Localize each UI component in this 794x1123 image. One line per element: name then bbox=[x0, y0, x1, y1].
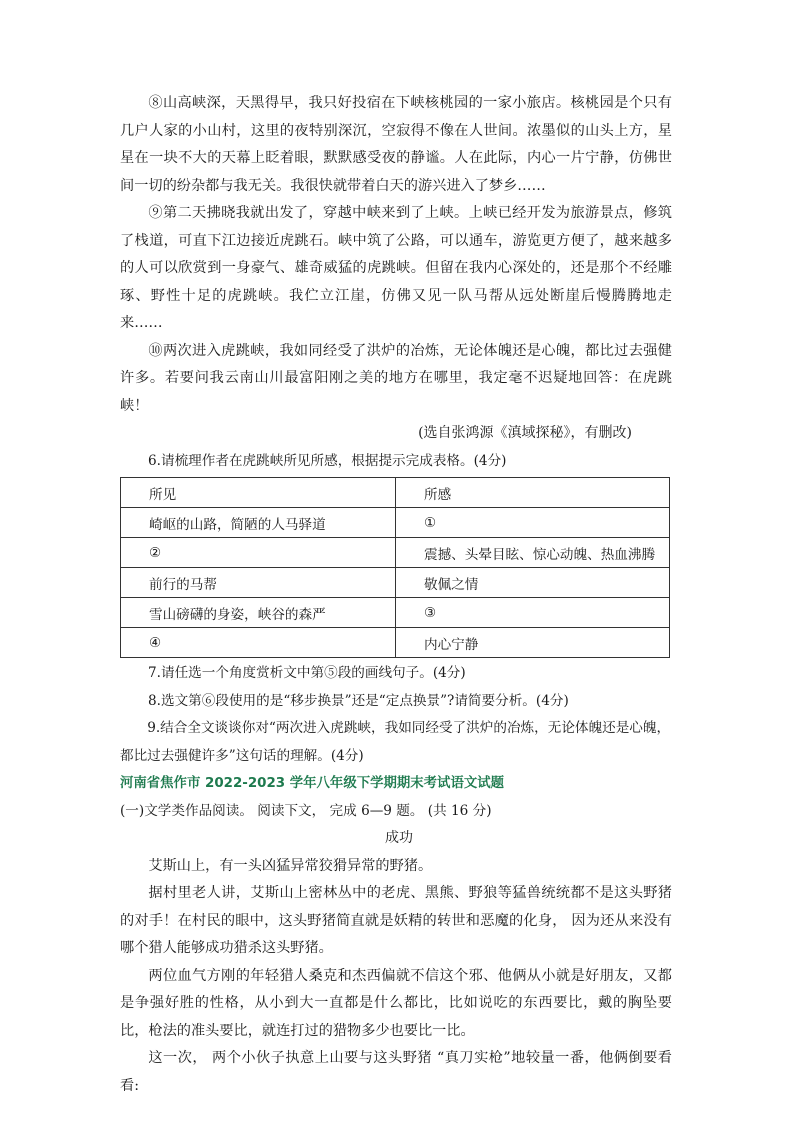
story-paragraph: 两位血气方刚的年轻猎人桑克和杰西偏就不信这个邪、他俩从小就是好朋友，又都是争强好胜的性格，从小到大一直都是什么都比，比如说吃的东西要比，戴的胸坠要比，枪法的准头要比，就连打过的猎物多少也要比一比。 bbox=[120, 967, 672, 1039]
table-row bbox=[121, 628, 670, 658]
story-paragraph: 艾斯山上，有一头凶猛异常狡猾异常的野猪。 bbox=[148, 857, 433, 874]
table-cell: 内心宁静 bbox=[396, 628, 670, 658]
table-cell: ④ bbox=[121, 628, 396, 658]
table-header: 所感 bbox=[396, 478, 670, 508]
table-row bbox=[121, 508, 670, 538]
paragraph-9: ⑨第二天拂晓我就出发了，穿越中峡来到了上峡。上峡已经开发为旅游景点，修筑了栈道，可直下江边接近虎跳石。峡中筑了公路，可以通车，游览更方便了，越来越多的人可以欣赏到一身豪气、雄奇威猛的虎跳峡。但留在我内心深处的，还是那个不经雕琢、野性十足的虎跳峡。我伫立江崖，仿佛又见一队马帮从远处断崖后慢腾腾地走来…… bbox=[120, 205, 672, 331]
answer-table bbox=[120, 477, 670, 658]
table-cell: ② bbox=[121, 538, 396, 568]
story-title: 成功 bbox=[385, 830, 413, 846]
table-cell: 前行的马帮 bbox=[121, 568, 396, 598]
table-cell: 敬佩之情 bbox=[396, 568, 670, 598]
question-7: 7.请任选一个角度赏析文中第⑤段的画线句子。(4分) bbox=[148, 665, 466, 681]
table-row bbox=[121, 568, 670, 598]
table-cell: ③ bbox=[396, 598, 670, 628]
exam-title: 河南省焦作市 2022-2023 学年八年级下学期期末考试语文试题 bbox=[120, 776, 505, 791]
paragraph-8: ⑧山高峡深，天黑得早，我只好投宿在下峡核桃园的一家小旅店。核桃园是个只有几户人家的小山村，这里的夜特别深沉，空寂得不像在人世间。浓墨似的山头上方，星星在一块不大的天幕上眨着眼，默默感受夜的静谧。人在此际，内心一片宁静，仿佛世间一切的纷杂都与我无关。我很快就带着白天的游兴进入了梦乡…… bbox=[120, 95, 672, 194]
table-cell: 震撼、头晕目眩、惊心动魄、热血沸腾 bbox=[396, 538, 670, 568]
source-citation: (选自张鸿源《滇域探秘》，有删改) bbox=[418, 425, 632, 441]
table-row bbox=[121, 598, 670, 628]
question-9: 9.结合全文谈谈你对“两次进入虎跳峡，我如同经受了洪炉的冶炼，无论体魄还是心魄，都比过去强健许多”这句话的理解。(4分) bbox=[120, 720, 671, 764]
story-paragraph: 据村里老人讲，艾斯山上密林丛中的老虎、黑熊、野狼等猛兽统统都不是这头野猪的对手！在村民的眼中，这头野猪简直就是妖精的转世和恶魔的化身， 因为还从来没有哪个猎人能够成功猎杀这头野猪。 bbox=[120, 885, 672, 956]
table-row bbox=[121, 538, 670, 568]
table-cell: 雪山磅礴的身姿，峡谷的森严 bbox=[121, 598, 396, 628]
document-page bbox=[120, 90, 672, 1100]
table-header-row bbox=[121, 478, 670, 508]
question-6: 6.请梳理作者在虎跳峡所见所感，根据提示完成表格。(4分) bbox=[148, 452, 507, 469]
question-8: 8.选文第⑥段使用的是“移步换景”还是“定点换景”?请简要分析。(4分) bbox=[148, 692, 569, 709]
table-cell: ① bbox=[396, 508, 670, 538]
table-header: 所见 bbox=[121, 478, 396, 508]
paragraph-10: ⑩两次进入虎跳峡，我如同经受了洪炉的冶炼，无论体魄还是心魄，都比过去强健许多。若要问我云南山川最富阳刚之美的地方在哪里，我定毫不迟疑地回答：在虎跳峡！ bbox=[120, 342, 672, 414]
table-cell: 崎岖的山路，简陋的人马驿道 bbox=[121, 508, 396, 538]
story-paragraph: 这一次， 两个小伙子执意上山要与这头野猪 “真刀实枪”地较量一番，他俩倒要看看: bbox=[120, 1050, 672, 1094]
section-heading: (一)文学类作品阅读。 阅读下文， 完成 6—9 题。 (共 16 分) bbox=[120, 802, 492, 819]
